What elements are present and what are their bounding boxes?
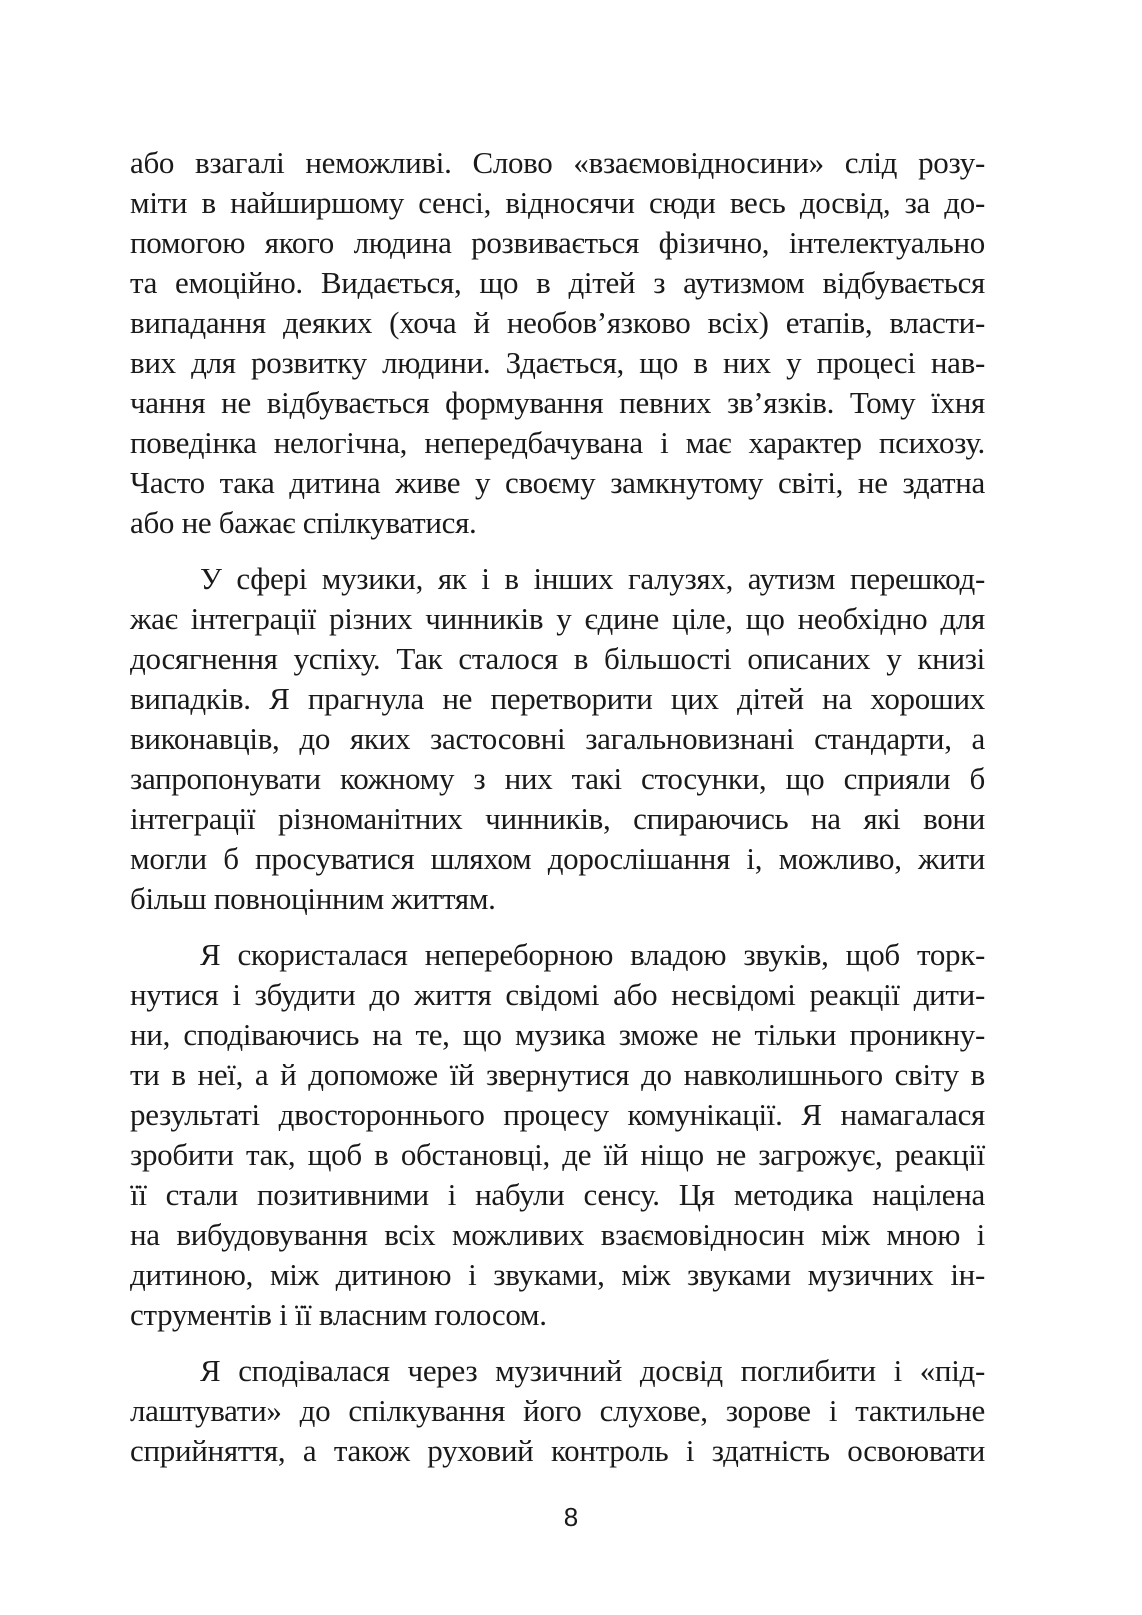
text-line: струментів і її власним голосом. <box>130 1297 547 1332</box>
text-line: нутися і збудити до життя свідомі або несвідомі реакції дити- <box>130 977 985 1012</box>
paragraph <box>130 559 985 919</box>
text-line: результаті двостороннього процесу комунікації. Я намагалася <box>130 1097 985 1132</box>
text-line: на вибудовування всіх можливих взаємовідносин між мною і <box>130 1217 985 1252</box>
text-line: більш повноцінним життям. <box>130 881 496 916</box>
paragraph <box>130 935 985 1335</box>
paragraph <box>130 1351 985 1471</box>
text-line: зробити так, щоб в обстановці, де їй ніщо не загрожує, реакції <box>130 1137 985 1172</box>
text-line: вих для розвитку людини. Здається, що в них у процесі нав- <box>130 345 985 380</box>
text-line: чання не відбувається формування певних зв’язків. Тому їхня <box>130 385 985 420</box>
page-body <box>130 143 985 1487</box>
text-line: сприйняття, а також руховий контроль і здатність освоювати <box>130 1433 985 1468</box>
text-line: помогою якого людина розвивається фізично, інтелектуально <box>130 225 985 260</box>
text-line: поведінка нелогічна, непередбачувана і має характер психозу. <box>130 425 985 460</box>
text-line: або взагалі неможливі. Слово «взаємовідносини» слід розу- <box>130 145 985 180</box>
text-line: лаштувати» до спілкування його слухове, зорове і тактильне <box>130 1393 985 1428</box>
text-line: виконавців, до яких застосовні загальновизнані стандарти, а <box>130 721 985 756</box>
text-line: її стали позитивними і набули сенсу. Ця методика націлена <box>130 1177 985 1212</box>
text-line: дитиною, між дитиною і звуками, між звуками музичних ін- <box>130 1257 985 1292</box>
text-line: випадання деяких (хоча й необов’язково всіх) етапів, власти- <box>130 305 985 340</box>
text-line: та емоційно. Видається, що в дітей з аутизмом відбувається <box>130 265 985 300</box>
text-line: Я скористалася непереборною владою звуків, щоб торк- <box>200 937 985 972</box>
text-line: запропонувати кожному з них такі стосунки, що сприяли б <box>130 761 985 796</box>
text-line: ти в неї, а й допоможе їй звернутися до навколишнього світу в <box>130 1057 985 1092</box>
paragraph <box>130 143 985 543</box>
text-line: ни, сподіваючись на те, що музика зможе не тільки проникну- <box>130 1017 985 1052</box>
text-line: досягнення успіху. Так сталося в більшості описаних у книзі <box>130 641 985 676</box>
text-line: Я сподівалася через музичний досвід поглибити і «під- <box>200 1353 985 1388</box>
text-line: випадків. Я прагнула не перетворити цих дітей на хороших <box>130 681 985 716</box>
text-line: жає інтеграції різних чинників у єдине ціле, що необхідно для <box>130 601 985 636</box>
text-line: У сфері музики, як і в інших галузях, аутизм перешкод- <box>200 561 985 596</box>
text-line: міти в найширшому сенсі, відносячи сюди весь досвід, за до- <box>130 185 985 220</box>
page-number: 8 <box>563 1502 579 1532</box>
text-line: Часто така дитина живе у своєму замкнутому світі, не здатна <box>130 465 985 500</box>
text-line: могли б просуватися шляхом дорослішання і, можливо, жити <box>130 841 985 876</box>
text-line: або не бажає спілкуватися. <box>130 505 477 540</box>
text-line: інтеграції різноманітних чинників, спираючись на які вони <box>130 801 985 836</box>
